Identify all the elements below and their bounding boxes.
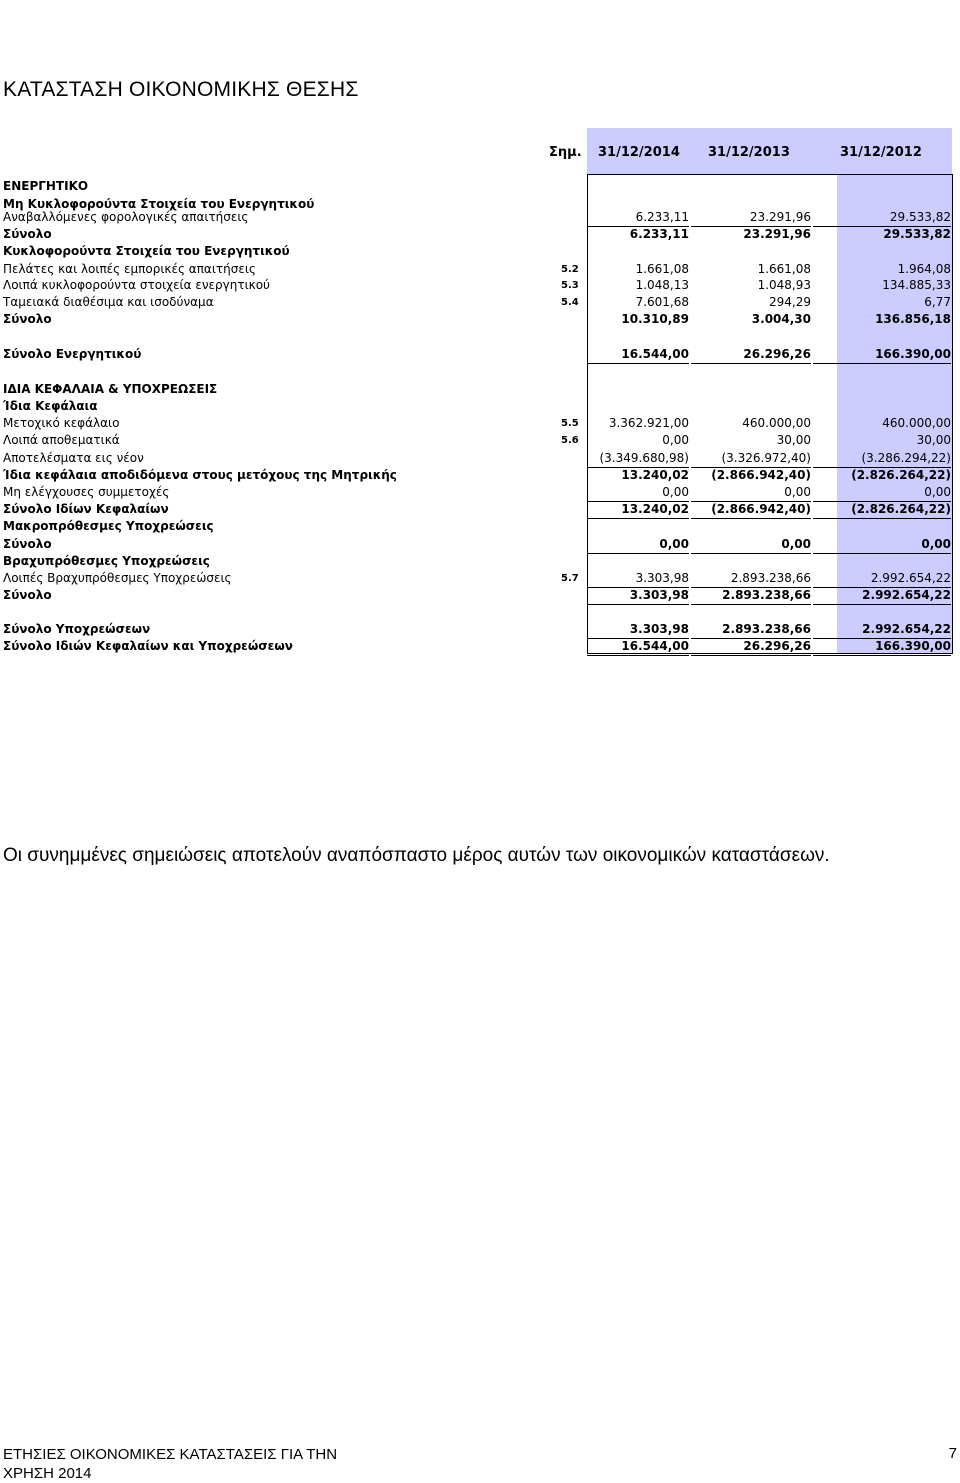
row-label: ΙΔΙΑ ΚΕΦΑΛΑΙΑ & ΥΠΟΧΡΕΩΣΕΙΣ xyxy=(3,382,218,396)
row-label: Κυκλοφορούντα Στοιχεία του Ενεργητικού xyxy=(3,244,290,258)
table-row xyxy=(3,518,952,535)
row-note: 5.5 xyxy=(561,418,579,429)
row-value-2012: 166.390,00 xyxy=(813,638,951,656)
row-label: Αναβαλλόμενες φορολογικές απαιτήσεις xyxy=(3,210,249,224)
row-label: Ίδια κεφάλαια αποδιδόμενα στους μετόχους της Μητρικής xyxy=(3,468,397,482)
row-label: ΕΝΕΡΓΗΤΙΚΟ xyxy=(3,179,89,193)
row-value-2014: 1.661,08 xyxy=(635,262,689,276)
row-value-2014: 6.233,11 xyxy=(587,209,689,227)
row-value-2014: 3.303,98 xyxy=(587,587,689,605)
footer-title xyxy=(3,1445,337,1483)
row-label: Σύνολο Ενεργητικού xyxy=(3,347,142,361)
row-value-2012: 0,00 xyxy=(813,484,951,502)
table-row xyxy=(3,381,952,398)
row-note: 5.3 xyxy=(561,280,579,291)
row-value-2014: 6.233,11 xyxy=(629,227,689,241)
table-row xyxy=(3,621,952,638)
row-value-2012: 6,77 xyxy=(924,295,951,309)
row-note: 5.2 xyxy=(561,264,579,275)
table-row xyxy=(3,226,952,243)
row-value-2014: 3.303,98 xyxy=(587,621,689,639)
row-value-2013: 26.296,26 xyxy=(691,638,811,656)
row-value-2014: 16.544,00 xyxy=(587,346,689,364)
row-note: 5.4 xyxy=(561,297,579,308)
row-value-2014: 13.240,02 xyxy=(621,468,689,482)
row-value-2013: 26.296,26 xyxy=(691,346,811,364)
table-row xyxy=(3,467,952,484)
row-value-2013: (2.866.942,40) xyxy=(711,468,811,482)
note-column-header: Σημ. xyxy=(549,145,582,160)
table-row xyxy=(3,209,952,226)
row-value-2013: 0,00 xyxy=(691,536,811,554)
row-label: Σύνολο Υποχρεώσεων xyxy=(3,622,151,636)
row-value-2014: 10.310,89 xyxy=(621,312,689,326)
row-value-2012: 30,00 xyxy=(916,433,951,447)
row-value-2013: 2.893.238,66 xyxy=(691,570,811,588)
row-value-2012: 2.992.654,22 xyxy=(813,587,951,605)
table-row xyxy=(3,501,952,518)
row-label: Σύνολο xyxy=(3,588,52,602)
row-value-2014: 0,00 xyxy=(662,433,689,447)
row-value-2013: 460.000,00 xyxy=(742,416,811,430)
row-value-2012: (2.826.264,22) xyxy=(813,501,951,519)
row-note: 5.7 xyxy=(561,573,579,584)
row-value-2012: 166.390,00 xyxy=(813,346,951,364)
table-row xyxy=(3,638,952,655)
row-label: Λοιπά αποθεματικά xyxy=(3,433,120,447)
row-label: Βραχυπρόθεσμες Υποχρεώσεις xyxy=(3,554,210,568)
row-value-2013: 23.291,96 xyxy=(743,227,811,241)
row-value-2012: 29.533,82 xyxy=(883,227,951,241)
row-value-2012: 460.000,00 xyxy=(882,416,951,430)
row-value-2014: 13.240,02 xyxy=(587,501,689,519)
row-value-2014: (3.349.680,98) xyxy=(587,450,689,468)
column-header-2014: 31/12/2014 xyxy=(598,145,680,160)
row-label: Σύνολο xyxy=(3,537,52,551)
table-row xyxy=(3,261,952,278)
footer-line-2: ΧΡΗΣΗ 2014 xyxy=(3,1465,92,1482)
row-label: Λοιπά κυκλοφορούντα στοιχεία ενεργητικού xyxy=(3,278,270,292)
row-label: Σύνολο Ιδιών Κεφαλαίων και Υποχρεώσεων xyxy=(3,639,293,653)
row-value-2013: 30,00 xyxy=(776,433,811,447)
row-value-2014: 3.362.921,00 xyxy=(608,416,689,430)
row-value-2012: (2.826.264,22) xyxy=(851,468,951,482)
row-value-2013: 0,00 xyxy=(691,484,811,502)
row-value-2013: (3.326.972,40) xyxy=(691,450,811,468)
table-row xyxy=(3,311,952,328)
table-row xyxy=(3,277,952,294)
table-row xyxy=(3,432,952,449)
row-value-2013: 2.893.238,66 xyxy=(691,621,811,639)
row-value-2012: 2.992.654,22 xyxy=(813,621,951,639)
row-label: Μακροπρόθεσμες Υποχρεώσεις xyxy=(3,519,214,533)
row-value-2012: (3.286.294,22) xyxy=(813,450,951,468)
row-value-2012: 0,00 xyxy=(813,536,951,554)
row-label: Μη ελέγχουσες συμμετοχές xyxy=(3,485,170,499)
column-header-2012: 31/12/2012 xyxy=(840,145,922,160)
row-value-2013: 2.893.238,66 xyxy=(691,587,811,605)
page-number: 7 xyxy=(948,1445,957,1462)
column-header-2013: 31/12/2013 xyxy=(708,145,790,160)
page-title: ΚΑΤΑΣΤΑΣΗ ΟΙΚΟΝΟΜΙΚΗΣ ΘΕΣΗΣ xyxy=(3,78,359,101)
row-label: Μη Κυκλοφορούντα Στοιχεία του Ενεργητικού xyxy=(3,197,315,211)
row-value-2012: 29.533,82 xyxy=(813,209,951,227)
table-row xyxy=(3,346,952,363)
table-row xyxy=(3,243,952,260)
table-row xyxy=(3,294,952,311)
footer-line-1: ΕΤΗΣΙΕΣ ΟΙΚΟΝΟΜΙΚΕΣ ΚΑΤΑΣΤΑΣΕΙΣ ΓΙΑ ΤΗΝ xyxy=(3,1446,338,1463)
table-row xyxy=(3,415,952,432)
row-value-2014: 16.544,00 xyxy=(587,638,689,656)
row-value-2012: 1.964,08 xyxy=(897,262,951,276)
row-label: Πελάτες και λοιπές εμπορικές απαιτήσεις xyxy=(3,262,256,276)
row-value-2012: 134.885,33 xyxy=(882,278,951,292)
row-value-2013: (2.866.942,40) xyxy=(691,501,811,519)
row-value-2014: 0,00 xyxy=(587,536,689,554)
row-value-2012: 136.856,18 xyxy=(875,312,951,326)
table-row xyxy=(3,553,952,570)
row-value-2014: 1.048,13 xyxy=(635,278,689,292)
row-label: Σύνολο xyxy=(3,227,52,241)
row-label: Μετοχικό κεφάλαιο xyxy=(3,416,120,430)
table-row xyxy=(3,398,952,415)
row-value-2013: 294,29 xyxy=(769,295,811,309)
row-label: Σύνολο xyxy=(3,312,52,326)
table-row xyxy=(3,587,952,604)
row-value-2014: 7.601,68 xyxy=(635,295,689,309)
row-value-2013: 1.048,93 xyxy=(757,278,811,292)
row-value-2013: 3.004,30 xyxy=(751,312,811,326)
table-row xyxy=(3,178,952,195)
table-row xyxy=(3,536,952,553)
row-value-2014: 0,00 xyxy=(587,484,689,502)
notes-statement: Οι συνημμένες σημειώσεις αποτελούν αναπόσπαστο μέρος αυτών των οικονομικών καταστάσεων. xyxy=(3,845,830,866)
row-label: Ίδια Κεφάλαια xyxy=(3,399,98,413)
row-note: 5.6 xyxy=(561,435,579,446)
row-value-2013: 23.291,96 xyxy=(691,209,811,227)
table-row xyxy=(3,484,952,501)
row-label: Ταμειακά διαθέσιμα και ισοδύναμα xyxy=(3,295,214,309)
row-label: Σύνολο Ιδίων Κεφαλαίων xyxy=(3,502,169,516)
row-label: Λοιπές Βραχυπρόθεσμες Υποχρεώσεις xyxy=(3,571,232,585)
row-value-2012: 2.992.654,22 xyxy=(813,570,951,588)
row-value-2013: 1.661,08 xyxy=(757,262,811,276)
table-row xyxy=(3,450,952,467)
row-value-2014: 3.303,98 xyxy=(587,570,689,588)
table-row xyxy=(3,570,952,587)
row-label: Αποτελέσματα εις νέον xyxy=(3,451,144,465)
